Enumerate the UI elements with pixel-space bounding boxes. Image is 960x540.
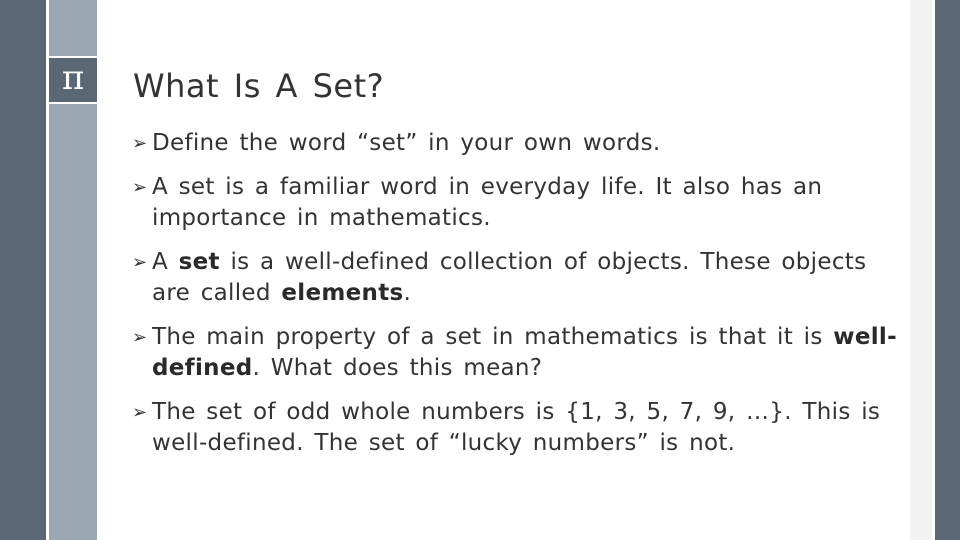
bullet-set-definition <box>132 247 902 309</box>
bullet-main-property <box>132 322 902 384</box>
bullet-list <box>132 128 902 472</box>
bullet-text: . <box>403 280 412 306</box>
slide-title: What Is A Set? <box>133 67 385 105</box>
bullet-text: A set is a familiar word in everyday life. It also has an importance in mathematics. <box>152 174 823 231</box>
left-dark-band <box>0 0 46 540</box>
bullet-text: . What does this mean? <box>252 355 543 381</box>
right-dark-band <box>935 0 960 540</box>
term-elements: elements <box>281 280 404 306</box>
right-light-band <box>910 0 932 540</box>
pi-icon <box>49 56 97 104</box>
bullet-familiar-word <box>132 172 902 234</box>
bullet-odd-numbers-example <box>132 397 902 459</box>
bullet-text: The set of odd whole numbers is {1, 3, 5, 7, 9, …}. This is well-defined. The set of “lucky numbers” is not. <box>152 399 881 456</box>
term-set: set <box>178 249 220 275</box>
term-well-defined: well-defined <box>152 324 897 381</box>
bullet-text: Define the word “set” in your own words. <box>152 130 661 156</box>
bullet-define-set <box>132 128 902 159</box>
bullet-text: A <box>152 249 179 275</box>
bullet-text: is a well-defined collection of objects. These objects are called <box>152 249 867 306</box>
pi-glyph: π <box>61 58 85 98</box>
bullet-text: The main property of a set in mathematics is that it is <box>152 324 834 350</box>
